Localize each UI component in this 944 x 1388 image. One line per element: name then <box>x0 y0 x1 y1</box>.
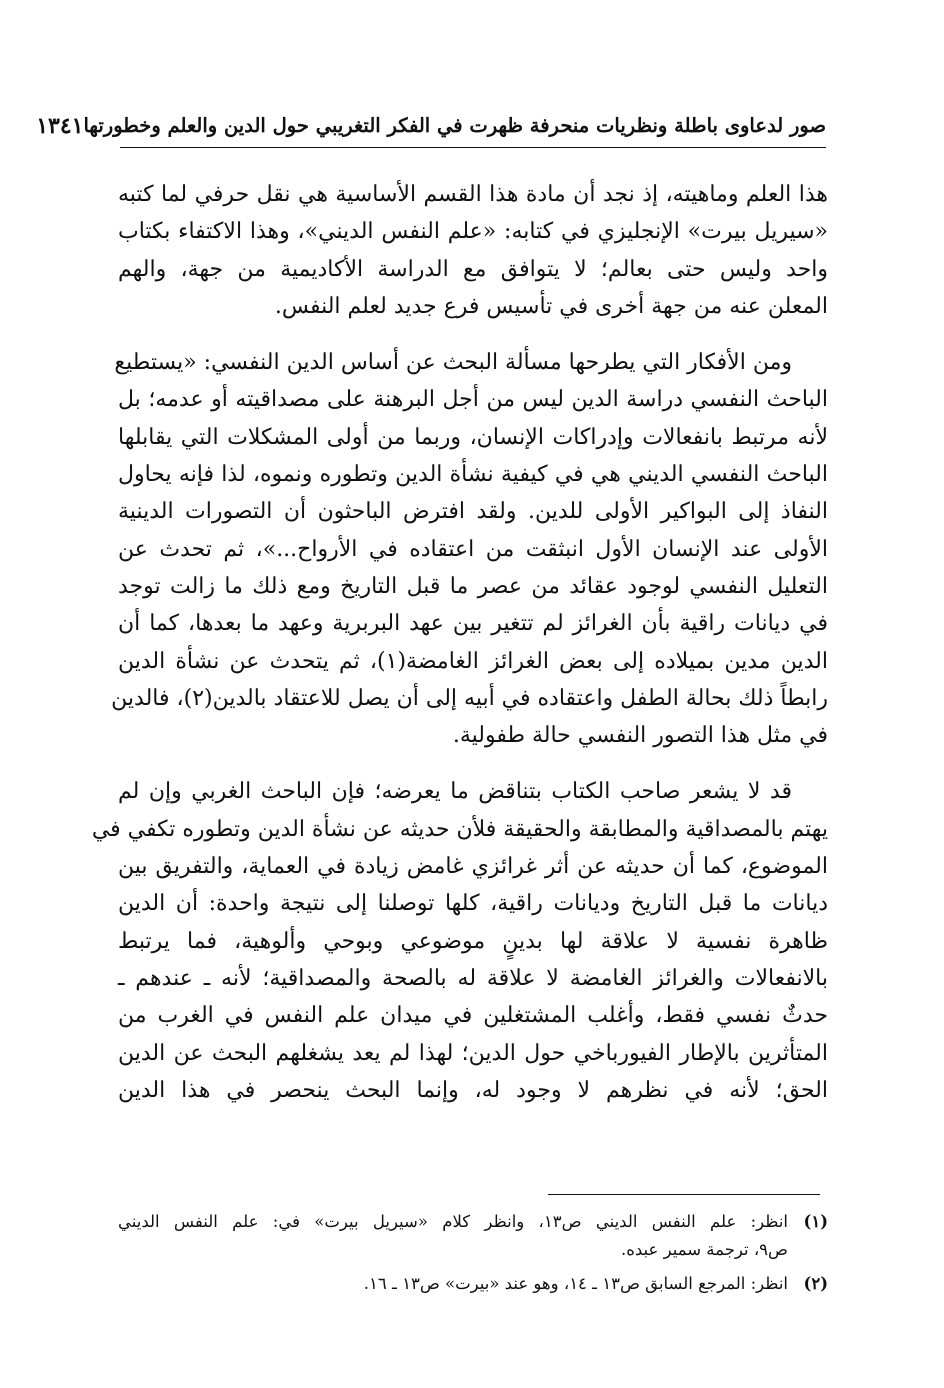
body-text <box>91 176 828 1109</box>
footnote-text <box>118 1208 788 1264</box>
footnote-separator <box>548 1194 820 1195</box>
text-line: النفاذ إلى البواكير الأولى للدين. ولقد افترض الباحثون أن التصورات الدينية <box>118 499 828 525</box>
text-line: الدين مدين بميلاده إلى بعض الغرائز الغامضة(١)، ثم يتحدث عن نشأة الدين <box>118 648 828 674</box>
text-line <box>114 344 828 381</box>
footnotes <box>118 1208 828 1304</box>
text-line: ظاهرة نفسية لا علاقة لها بدينٍ موضوعي وبوحي وألوهية، فما يرتبط <box>118 928 828 954</box>
text-line: واحد وليس حتى بعالم؛ لا يتوافق مع الدراسة الأكاديمية من جهة، والهم <box>118 256 828 282</box>
page-number: ١٣٤١ <box>36 112 84 139</box>
text-line: التعليل النفسي لوجود عقائد من عصر ما قبل التاريخ ومع ذلك ما زالت توجد <box>118 573 828 599</box>
paragraph-2 <box>111 344 828 754</box>
text-line: ديانات ما قبل التاريخ وديانات راقية، كلها توصلنا إلى نتيجة واحدة: أن الدين <box>118 891 828 917</box>
footnote-line: انظر: المرجع السابق ص١٣ ـ ١٤، وهو عند «بيرت» ص١٣ ـ ١٦. <box>363 1274 788 1293</box>
text-line: الأولى عند الإنسان الأول انبثقت من اعتقاده في الأرواح...»، ثم تحدث عن <box>118 536 828 562</box>
text-line: «سيريل بيرت» الإنجليزي في كتابه: «علم النفس الديني»، وهذا الاكتفاء بكتاب <box>118 219 828 245</box>
text-line: حدثٌ نفسي فقط، وأغلب المشتغلين في ميدان علم النفس في الغرب من <box>118 1003 828 1029</box>
footnote-1 <box>118 1208 828 1264</box>
text-line: الباحث النفسي دراسة الدين ليس من أجل البرهنة على مصداقيته أو عدمه؛ بل <box>118 387 828 413</box>
footnote-number: (٢) <box>803 1274 828 1293</box>
text-line: الحق؛ لأنه في نظرهم لا وجود له، وإنما البحث ينحصر في هذا الدين <box>118 1077 828 1103</box>
header-title: صور لدعاوى باطلة ونظريات منحرفة ظهرت في الفكر التغريبي حول الدين والعلم وخطورتها <box>83 114 826 137</box>
footnote-text <box>118 1270 788 1298</box>
text-line: لأنه مرتبط بانفعالات وإدراكات الإنسان، وربما من أولى المشكلات التي يقابلها <box>118 424 828 450</box>
footnote-2 <box>118 1270 828 1298</box>
text-line: الموضوع، كما أن حديثه عن أثر غرائزي غامض زيادة في العماية، والتفريق بين <box>118 854 828 880</box>
footnote-number: (١) <box>803 1212 828 1231</box>
text-line: المعلن عنه من جهة أخرى في تأسيس فرع جديد لعلم النفس. <box>274 293 828 319</box>
text-line: يهتم بالمصداقية والمطابقة والحقيقة فلأن حديثه عن نشأة الدين وتطوره تكفي في <box>91 816 828 842</box>
paragraph-1 <box>118 176 828 325</box>
footnote-line: ص٩، ترجمة سمير عبده. <box>621 1240 788 1259</box>
text-line: المتأثرين بالإطار الفيورباخي حول الدين؛ لهذا لم يعد يشغلهم البحث عن الدين <box>118 1040 828 1066</box>
text-line: رابطاً ذلك بحالة الطفل واعتقاده في أبيه إلى أن يصل للاعتقاد بالدين(٢)، فالدين <box>111 685 828 711</box>
text-line: هذا العلم وماهيته، إذ نجد أن مادة هذا القسم الأساسية هي نقل حرفي لما كتبه <box>118 182 828 207</box>
text-line <box>118 773 828 810</box>
running-header <box>36 104 826 148</box>
text-line: الباحث النفسي الديني هي في كيفية نشأة الدين وتطوره ونموه، لذا فإنه يحاول <box>118 462 828 488</box>
text-line: بالانفعالات والغرائز الغامضة لا علاقة له بالصحة والمصداقية؛ لأنه ـ عندهم ـ <box>118 965 828 991</box>
text-line-content: قد لا يشعر صاحب الكتاب بتناقض ما يعرضه؛ فإن الباحث الغربي وإن لم <box>118 779 792 805</box>
text-line-content: ومن الأفكار التي يطرحها مسألة البحث عن أساس الدين النفسي: «يستطيع <box>114 350 792 376</box>
text-line: في ديانات راقية بأن الغرائز لم تتغير بين عهد البربرية وعهد ما بعدها، كما أن <box>118 611 828 637</box>
paragraph-3 <box>91 773 828 1109</box>
footnote-line: انظر: علم النفس الديني ص١٣، وانظر كلام «سيريل بيرت» في: علم النفس الديني <box>118 1212 788 1231</box>
text-line: في مثل هذا التصور النفسي حالة طفولية. <box>452 723 828 749</box>
